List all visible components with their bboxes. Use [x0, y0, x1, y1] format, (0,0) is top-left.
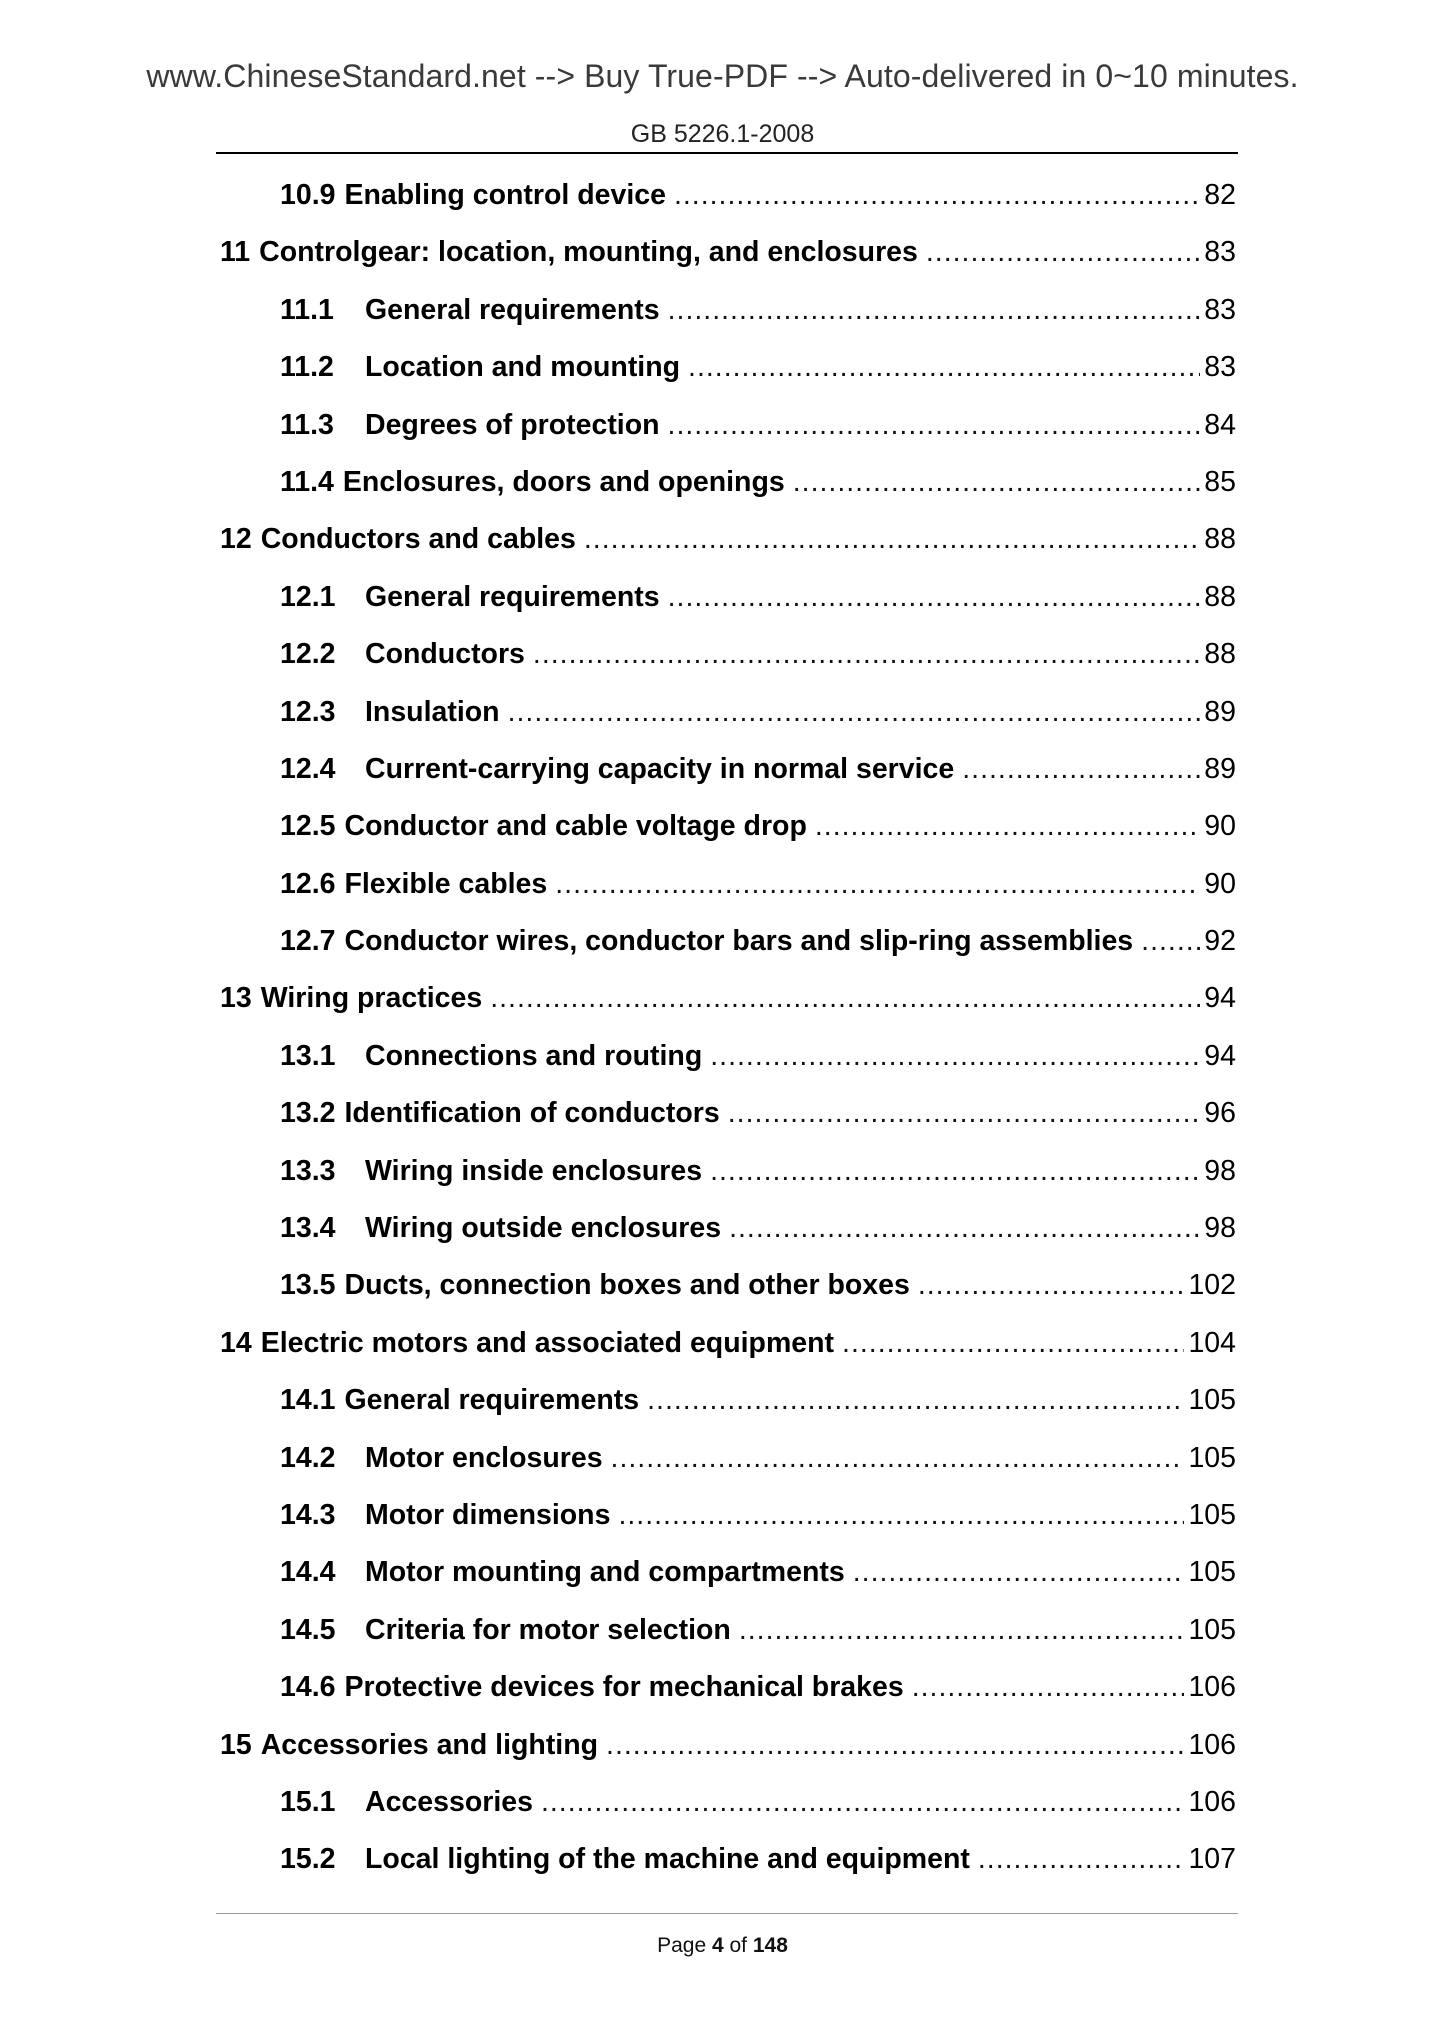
- toc-entry-number: 12.6: [280, 867, 336, 900]
- toc-entry-label: Conductor wires, conductor bars and slip-ring assemblies: [344, 925, 1134, 958]
- dot-leader: [912, 1663, 1185, 1711]
- toc-entry-label: Criteria for motor selection: [365, 1613, 731, 1646]
- toc-entry-10-9[interactable]: [220, 171, 1236, 228]
- current-page-number: 4: [711, 1934, 724, 1957]
- toc-entry-14-6[interactable]: [220, 1663, 1236, 1720]
- toc-entry-number: 13.5: [280, 1269, 336, 1302]
- toc-entry-title: [280, 1835, 970, 1883]
- toc-entry-number: 11.4: [280, 465, 334, 498]
- toc-entry-label: General requirements: [365, 580, 660, 613]
- toc-entry-label: Protective devices for mechanical brakes: [344, 1671, 904, 1704]
- toc-entry-12-7[interactable]: [220, 917, 1236, 974]
- toc-entry-title: [280, 1606, 731, 1654]
- toc-entry-title: [280, 1663, 904, 1711]
- toc-entry-page: 106: [1188, 1785, 1236, 1818]
- toc-entry-label: Degrees of protection: [365, 408, 660, 441]
- toc-entry-label: Wiring inside enclosures: [365, 1154, 703, 1187]
- toc-entry-title: [280, 1204, 721, 1252]
- toc-entry-number: 12.2: [280, 638, 336, 671]
- toc-entry-label: Flexible cables: [344, 867, 548, 900]
- toc-entry-number: 15.2: [280, 1843, 336, 1876]
- toc-entry-15-1[interactable]: [220, 1778, 1236, 1835]
- toc-entry-number: 13.2: [280, 1097, 336, 1130]
- dot-leader: [584, 515, 1200, 563]
- toc-entry-label: Electric motors and associated equipment: [260, 1326, 835, 1359]
- toc-entry-page: 104: [1188, 1326, 1236, 1359]
- dot-leader: [710, 1147, 1200, 1195]
- toc-entry-label: Motor dimensions: [365, 1498, 611, 1531]
- toc-entry-14-1[interactable]: [220, 1376, 1236, 1433]
- dot-leader: [668, 401, 1201, 449]
- toc-entry-label: Accessories: [365, 1785, 533, 1818]
- document-code: GB 5226.1-2008: [630, 120, 815, 148]
- toc-entry-label: General requirements: [344, 1384, 640, 1417]
- toc-entry-14-2[interactable]: [220, 1434, 1236, 1491]
- dot-leader: [674, 171, 1200, 219]
- toc-entry-title: [280, 688, 500, 736]
- toc-entry-page: 105: [1188, 1498, 1236, 1531]
- dot-leader: [710, 1032, 1200, 1080]
- toc-entry-label: Motor enclosures: [365, 1441, 603, 1474]
- dot-leader: [541, 1778, 1184, 1826]
- toc-entry-label: Current-carrying capacity in normal service: [365, 752, 955, 785]
- toc-entry-page: 105: [1188, 1613, 1236, 1646]
- toc-entry-title: [280, 1261, 910, 1309]
- footer-middle: of: [729, 1934, 748, 1957]
- toc-entry-page: 105: [1188, 1441, 1236, 1474]
- toc-entry-14-3[interactable]: [220, 1491, 1236, 1548]
- toc-entry-label: Location and mounting: [365, 351, 681, 384]
- toc-entry-number: 13.4: [280, 1212, 336, 1245]
- toc-entry-title: [280, 458, 785, 506]
- toc-entry-label: Accessories and lighting: [260, 1728, 599, 1761]
- total-page-count: 148: [752, 1934, 788, 1957]
- toc-entry-number: 12.5: [280, 810, 336, 843]
- toc-entry-title: [280, 802, 807, 850]
- toc-entry-page: 88: [1204, 523, 1236, 556]
- toc-entry-page: 88: [1204, 580, 1236, 613]
- toc-entry-number: 11: [220, 236, 251, 269]
- toc-entry-13[interactable]: [220, 974, 1236, 1031]
- toc-entry-number: 15: [220, 1728, 252, 1761]
- toc-entry-number: 12.3: [280, 695, 336, 728]
- toc-entry-title: [280, 1147, 702, 1195]
- toc-entry-11-4[interactable]: [220, 458, 1236, 515]
- toc-entry-14[interactable]: [220, 1319, 1236, 1376]
- toc-entry-number: 12.4: [280, 752, 336, 785]
- dot-leader: [611, 1434, 1185, 1482]
- toc-entry-11-2[interactable]: [220, 343, 1236, 400]
- dot-leader: [606, 1721, 1184, 1769]
- toc-entry-page: 88: [1204, 638, 1236, 671]
- toc-entry-14-5[interactable]: [220, 1606, 1236, 1663]
- toc-entry-label: Identification of conductors: [344, 1097, 720, 1130]
- toc-entry-page: 90: [1204, 810, 1236, 843]
- dot-leader: [555, 860, 1200, 908]
- toc-entry-title: [280, 343, 680, 391]
- toc-entry-title: [280, 171, 666, 219]
- toc-entry-number: 11.2: [280, 351, 334, 384]
- toc-entry-page: 89: [1204, 752, 1236, 785]
- toc-entry-label: Enabling control device: [344, 179, 666, 211]
- toc-entry-page: 98: [1204, 1212, 1236, 1245]
- toc-entry-title: [280, 917, 1133, 965]
- toc-entry-title: [280, 1548, 845, 1596]
- dot-leader: [668, 573, 1201, 621]
- toc-entry-label: Conductor and cable voltage drop: [344, 810, 807, 843]
- toc-entry-label: Enclosures, doors and openings: [342, 465, 785, 498]
- toc-entry-15-2[interactable]: [220, 1835, 1236, 1892]
- dot-leader: [1141, 917, 1200, 965]
- toc-entry-title: [280, 1434, 603, 1482]
- toc-entry-title: [280, 1778, 533, 1826]
- toc-entry-label: Connections and routing: [365, 1039, 703, 1072]
- toc-entry-label: Motor mounting and compartments: [365, 1556, 845, 1589]
- toc-entry-page: 105: [1188, 1556, 1236, 1589]
- toc-entry-title: [220, 974, 482, 1022]
- toc-entry-label: Insulation: [365, 695, 500, 728]
- toc-entry-number: 14.3: [280, 1498, 336, 1531]
- dot-leader: [978, 1835, 1185, 1883]
- toc-entry-page: 106: [1188, 1728, 1236, 1761]
- toc-entry-title: [220, 1721, 598, 1769]
- toc-entry-title: [220, 228, 918, 276]
- dot-leader: [729, 1204, 1200, 1252]
- toc-entry-15[interactable]: [220, 1721, 1236, 1778]
- toc-entry-page: 92: [1204, 925, 1236, 958]
- toc-entry-title: [280, 1089, 720, 1137]
- toc-entry-number: 14.1: [280, 1384, 336, 1417]
- toc-entry-title: [280, 630, 525, 678]
- toc-entry-page: 89: [1204, 695, 1236, 728]
- dot-leader: [842, 1319, 1184, 1367]
- toc-entry-page: 98: [1204, 1154, 1236, 1187]
- toc-entry-number: 11.1: [280, 293, 334, 326]
- toc-entry-page: 85: [1204, 465, 1236, 498]
- toc-entry-title: [280, 1376, 639, 1424]
- toc-entry-number: 14: [220, 1326, 252, 1359]
- dot-leader: [728, 1089, 1201, 1137]
- toc-entry-number: 13: [220, 982, 252, 1015]
- dot-leader: [688, 343, 1200, 391]
- toc-entry-title: [280, 1032, 702, 1080]
- dot-leader: [918, 1261, 1185, 1309]
- toc-entry-number: 14.2: [280, 1441, 336, 1474]
- toc-entry-12-3[interactable]: [220, 688, 1236, 745]
- dot-leader: [739, 1606, 1185, 1654]
- footer-rule: [216, 1913, 1238, 1914]
- table-of-contents: [220, 171, 1236, 1893]
- toc-entry-12-2[interactable]: [220, 630, 1236, 687]
- footer-prefix: Page: [657, 1934, 707, 1957]
- toc-entry-label: Controlgear: location, mounting, and enclosures: [259, 236, 918, 269]
- toc-entry-number: 15.1: [280, 1785, 336, 1818]
- dot-leader: [815, 802, 1200, 850]
- toc-entry-page: 94: [1204, 982, 1236, 1015]
- toc-entry-page: 83: [1204, 293, 1236, 326]
- header-rule: [216, 152, 1238, 154]
- toc-entry-11-3[interactable]: [220, 401, 1236, 458]
- toc-entry-12[interactable]: [220, 515, 1236, 572]
- toc-entry-12-5[interactable]: [220, 802, 1236, 859]
- toc-entry-label: Local lighting of the machine and equipment: [365, 1843, 970, 1876]
- toc-entry-page: 83: [1204, 236, 1236, 269]
- toc-entry-title: [280, 860, 547, 908]
- toc-entry-number: 12: [220, 523, 252, 556]
- toc-entry-13-4[interactable]: [220, 1204, 1236, 1261]
- toc-entry-number: 11.3: [280, 408, 334, 441]
- toc-entry-title: [280, 401, 660, 449]
- toc-entry-number: 12.1: [280, 580, 336, 613]
- toc-entry-page: 84: [1204, 408, 1236, 441]
- toc-entry-title: [220, 515, 576, 563]
- toc-entry-title: [280, 1491, 610, 1539]
- dot-leader: [962, 745, 1200, 793]
- toc-entry-label: Wiring practices: [260, 982, 483, 1015]
- toc-entry-page: 105: [1188, 1384, 1236, 1417]
- dot-leader: [508, 688, 1201, 736]
- toc-entry-11[interactable]: [220, 228, 1236, 285]
- toc-entry-label: Conductors: [365, 638, 525, 671]
- toc-entry-page: 82: [1204, 179, 1236, 211]
- toc-entry-11-1[interactable]: [220, 286, 1236, 343]
- toc-entry-number: 12.7: [280, 925, 336, 958]
- toc-entry-13-1[interactable]: [220, 1032, 1236, 1089]
- page-footer: [0, 1934, 1445, 1958]
- toc-entry-label: Ducts, connection boxes and other boxes: [344, 1269, 910, 1302]
- toc-entry-page: 107: [1188, 1843, 1236, 1876]
- dot-leader: [853, 1548, 1185, 1596]
- toc-entry-13-5[interactable]: [220, 1261, 1236, 1318]
- toc-entry-14-4[interactable]: [220, 1548, 1236, 1605]
- toc-entry-number: 14.4: [280, 1556, 336, 1589]
- toc-entry-title: [280, 745, 954, 793]
- toc-entry-page: 106: [1188, 1671, 1236, 1704]
- toc-entry-12-1[interactable]: [220, 573, 1236, 630]
- toc-entry-title: [220, 1319, 834, 1367]
- toc-entry-page: 90: [1204, 867, 1236, 900]
- toc-entry-label: Conductors and cables: [260, 523, 576, 556]
- toc-entry-title: [280, 286, 660, 334]
- dot-leader: [533, 630, 1200, 678]
- dot-leader: [490, 974, 1200, 1022]
- site-banner: www.ChineseStandard.net --> Buy True-PDF --> Auto-delivered in 0~10 minutes.: [146, 58, 1299, 94]
- toc-entry-title: [280, 573, 660, 621]
- toc-entry-number: 10.9: [280, 179, 336, 211]
- toc-entry-label: Wiring outside enclosures: [365, 1212, 722, 1245]
- toc-entry-page: 94: [1204, 1039, 1236, 1072]
- toc-entry-page: 102: [1188, 1269, 1236, 1302]
- toc-entry-number: 14.5: [280, 1613, 336, 1646]
- toc-entry-page: 83: [1204, 351, 1236, 384]
- toc-entry-13-2[interactable]: [220, 1089, 1236, 1146]
- toc-entry-number: 14.6: [280, 1671, 336, 1704]
- dot-leader: [668, 286, 1201, 334]
- toc-entry-number: 13.1: [280, 1039, 336, 1072]
- toc-entry-13-3[interactable]: [220, 1147, 1236, 1204]
- toc-entry-label: General requirements: [365, 293, 660, 326]
- toc-entry-12-6[interactable]: [220, 860, 1236, 917]
- toc-entry-page: 96: [1204, 1097, 1236, 1130]
- dot-leader: [926, 228, 1200, 276]
- dot-leader: [618, 1491, 1184, 1539]
- dot-leader: [793, 458, 1201, 506]
- toc-entry-number: 13.3: [280, 1154, 336, 1187]
- dot-leader: [647, 1376, 1184, 1424]
- toc-entry-12-4[interactable]: [220, 745, 1236, 802]
